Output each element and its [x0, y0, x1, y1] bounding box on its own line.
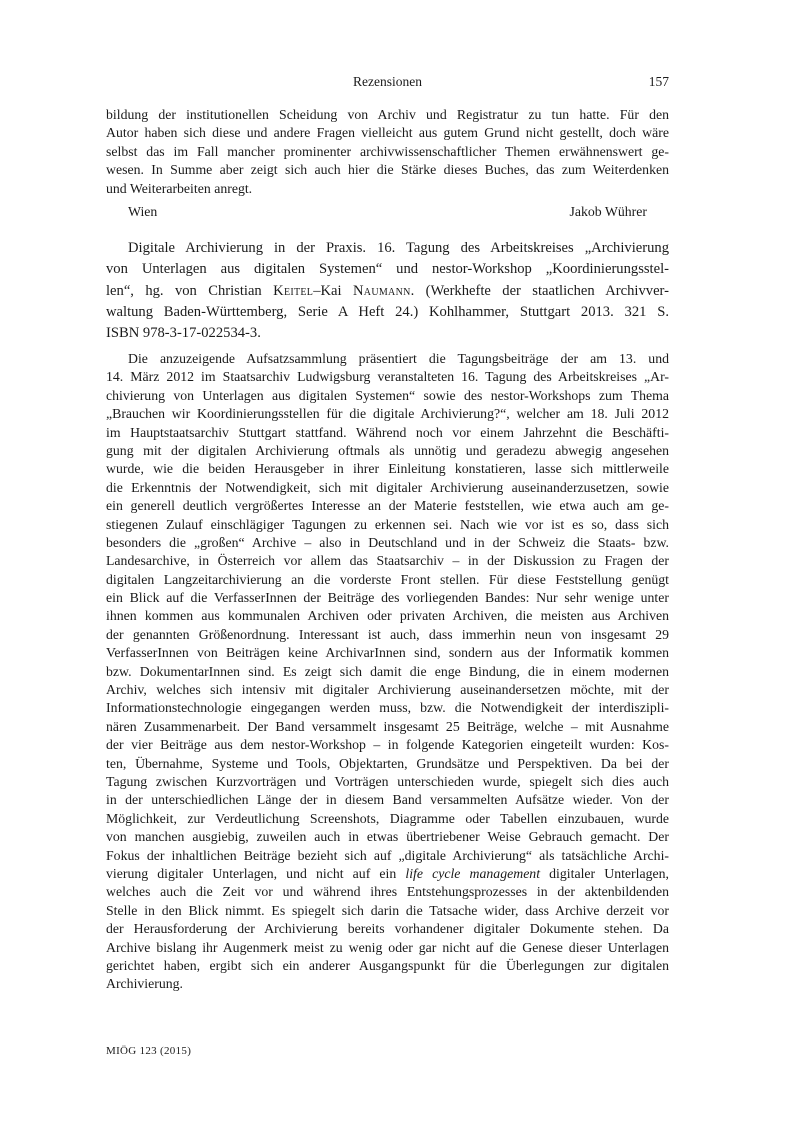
body-line: Archive bislang ihr Augenmerk meist zu wenig oder gar nicht auf die Genese dieser Unterlagen — [106, 939, 669, 955]
body-line: im Hauptstaatsarchiv Stuttgart stattfand. Während noch vor einem Jahrzehnt die Beschäfti- — [106, 424, 669, 440]
body-line: der vier Beiträge aus dem nestor-Workshop – in folgende Kategorien eingeteilt wurden: Kos- — [106, 737, 669, 753]
body-line: Archivierung. — [106, 976, 184, 992]
review-body — [106, 350, 669, 994]
body-line: der genannten Größenordnung. Interessant ist auch, dass immerhin neun von insgesamt 29 — [106, 626, 669, 642]
heading-text: len“, hg. von Christian — [106, 282, 274, 299]
running-head — [106, 74, 669, 94]
body-line: von manchen ausgiebig, zuweilen auch in etwas übertriebener Weise Gebrauch gemacht. Der — [106, 829, 669, 845]
review-body-lines-end — [106, 883, 669, 993]
body-line: die Erkenntnis der Notwendigkeit, sich mit digitaler Archivierung auseinanderzusetzen, sowie — [106, 479, 669, 495]
body-line: in der unterschiedlichen Länge der in diesem Band versammelten Aufsätze wieder. Von der — [106, 792, 669, 808]
review-end-paragraph — [106, 106, 669, 198]
running-head-title: Rezensionen — [353, 74, 422, 89]
body-line: Landesarchive, in Österreich vor allem das Staatsarchiv – in der Diskussion zu Fragen der — [106, 553, 669, 569]
book-heading-line: ISBN 978-3-17-022534-3. — [106, 325, 261, 342]
heading-text: –Kai — [313, 282, 353, 299]
body-line: stiegenen Zulauf einschlägiger Tagungen zu erkennen sei. Nach wie vor ist es so, dass sich — [106, 516, 669, 532]
body-line: Fokus der inhaltlichen Beiträge bezieht sich auf „digitale Archivierung“ als tatsächliche Archi- — [106, 847, 669, 863]
body-line — [106, 865, 669, 883]
body-line: gung mit der digitalen Archivierung oftmals als unnötig und geradezu abwegig angesehen — [106, 442, 669, 458]
body-line: ein generell deutlich vergrößertes Interesse an der Materie feststellen, wie etwa auch am ge- — [106, 498, 669, 514]
review-end-line: selbst das im Fall mancher prominenter archivwissenschaftlicher Themen erwähnenswert ge- — [106, 143, 669, 159]
body-line: gerichtet haben, ergibt sich ein anderer Ausgangspunkt für die Überlegungen zur digitalen — [106, 957, 669, 973]
editor-surname: Naumann — [352, 282, 411, 299]
body-line: Informationstechnologie eingegangen werden muss, bzw. die Notwendigkeit der interdiszipli- — [106, 700, 669, 716]
book-heading — [106, 238, 669, 344]
reviewer-name: Jakob Wührer — [569, 204, 647, 219]
body-line: ten, Übernahme, Systeme und Tools, Objektarten, Grundsätze und Perspektiven. Da bei der — [106, 755, 669, 771]
body-line: 14. März 2012 im Staatsarchiv Ludwigsburg veranstalteten 16. Tagung des Arbeitskreises „Ar- — [106, 369, 669, 385]
body-line: ein Blick auf die VerfasserInnen der Beiträge des vorliegenden Bandes: Nur sehr wenige unter — [106, 590, 669, 606]
page-number: 157 — [648, 74, 669, 89]
body-line: besonders die „großen“ Archive – also in Deutschland und in der Schweiz die Staats- bzw. — [106, 534, 669, 550]
body-line: „Brauchen wir Koordinierungsstellen für die digitale Archivierung?“, welcher am 18. Juli 2012 — [106, 406, 669, 422]
book-heading-line: waltung Baden-Württemberg, Serie A Heft 24.) Kohlhammer, Stuttgart 2013. 321 S. — [106, 303, 669, 320]
review-end-line: Autor haben sich diese und andere Fragen vielleicht aus gutem Grund nicht gestellt, doch wäre — [106, 125, 669, 141]
body-line: VerfasserInnen von Beiträgen keine ArchivarInnen sind, sondern aus der Informatik kommen — [106, 645, 669, 661]
body-line: Archiv, welches sich intensiv mit digitaler Archivierung auseinandersetzen möchte, mit der — [106, 682, 669, 698]
body-line: wurde, wie die beiden Herausgeber in ihrer Einleitung konstatieren, lasse sich mittlerweile — [106, 461, 669, 477]
journal-footer: MIÖG 123 (2015) — [106, 1045, 192, 1057]
heading-text: . (Werkhefte der staatlichen Archivver- — [410, 282, 669, 299]
book-heading-line — [106, 281, 669, 302]
body-text: digitaler Unterlagen, — [540, 865, 669, 881]
body-line: digitalen Langzeitarchivierung an die vorderste Front stellen. Für diese Feststellung genügt — [106, 571, 669, 587]
body-line: der Herausforderung der Archivierung bereits vorhandener digitaler Dokumente stehen. Da — [106, 921, 669, 937]
review-body-lines — [106, 350, 669, 865]
body-line: Möglichkeit, zur Verdeutlichung Screenshots, Diagramme oder Tabellen einzubauen, wurde — [106, 810, 669, 826]
body-line: ihnen kommen aus kommunalen Archiven oder privaten Archiven, die meisten aus Archiven — [106, 608, 669, 624]
body-line: bzw. DokumentarInnen sind. Es zeigt sich damit die enge Bindung, die in einem modernen — [106, 663, 669, 679]
italic-term: life cycle management — [405, 865, 541, 881]
body-line: Stelle in den Blick nimmt. Es spiegelt sich darin die Tatsache wider, dass Archive derzeit vor — [106, 902, 669, 918]
review-signoff — [106, 204, 669, 224]
body-text: vierung digitaler Unterlagen, und nicht auf ein — [106, 865, 406, 881]
editor-surname: Keitel — [273, 282, 314, 299]
review-end-line: wesen. In Summe aber zeigt sich auch hier die Stärke dieses Buches, das zum Weiterdenken — [106, 162, 669, 178]
review-end-line: bildung der institutionellen Scheidung von Archiv und Registratur zu tun hatte. Für den — [106, 107, 669, 122]
body-line: chivierung von Unterlagen aus digitalen Systemen“ sowie des nestor-Workshops zum Thema — [106, 387, 669, 403]
review-end-line: und Weiterarbeiten anregt. — [106, 180, 253, 196]
book-heading-line: von Unterlagen aus digitalen Systemen“ und nestor-Workshop „Koordinierungsstel- — [106, 261, 669, 278]
signoff-place: Wien — [128, 204, 158, 219]
body-line: welches auch die Zeit vor und während ihres Entstehungsprozesses in der aktenbildenden — [106, 884, 669, 900]
body-line: Tagung zwischen Kurzvorträgen und Vorträgen unterschieden wurde, spiegelt sich dies auch — [106, 773, 669, 789]
body-line: Die anzuzeigende Aufsatzsammlung präsentiert die Tagungsbeiträge der am 13. und — [128, 351, 669, 366]
book-heading-line: Digitale Archivierung in der Praxis. 16. Tagung des Arbeitskreises „Archivierung — [128, 240, 669, 256]
body-line: nären Zusammenarbeit. Der Band versammelt insgesamt 25 Beiträge, welche – mit Ausnahme — [106, 718, 669, 734]
